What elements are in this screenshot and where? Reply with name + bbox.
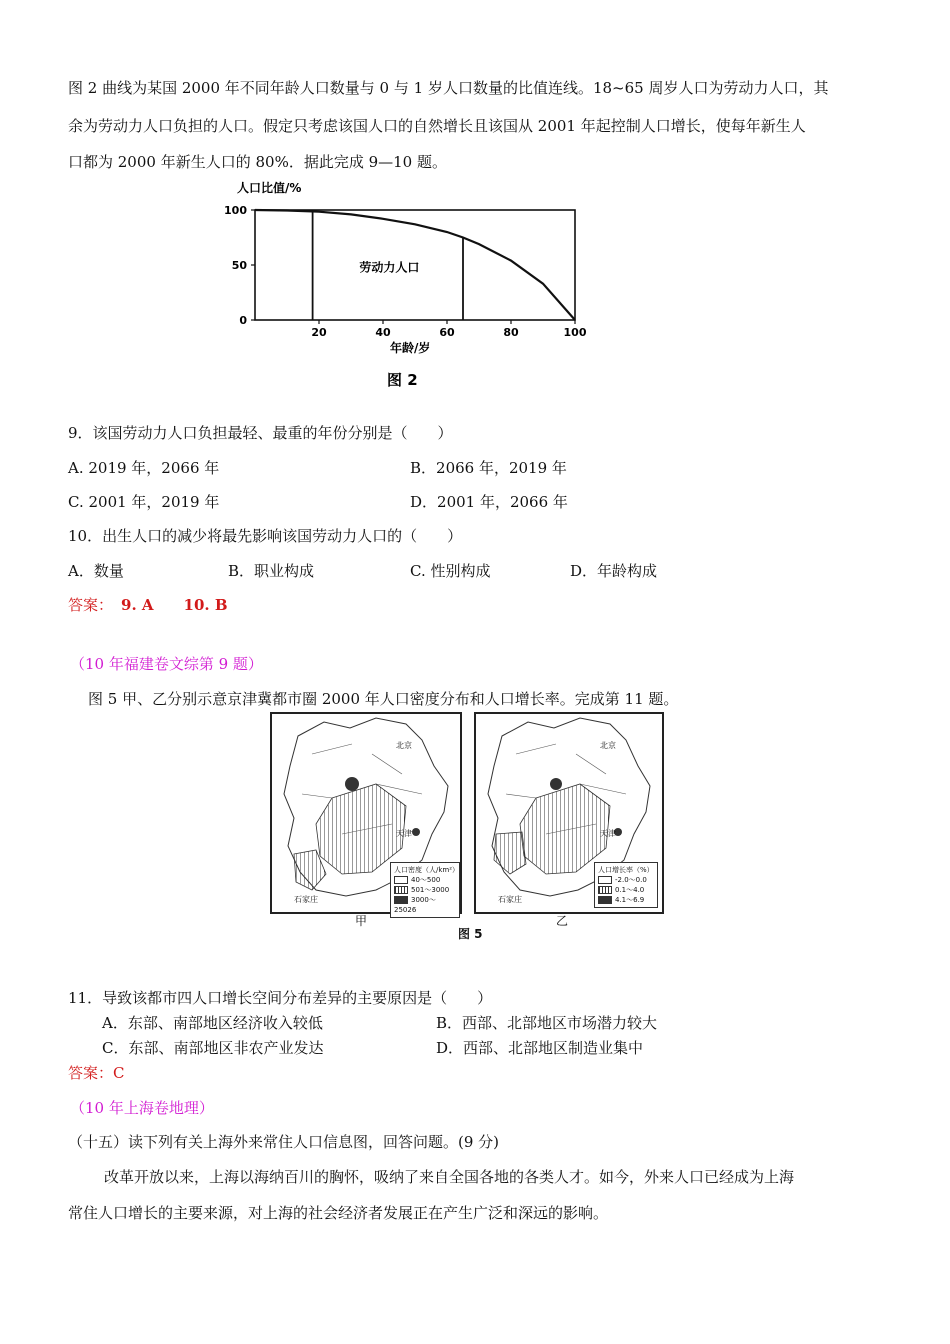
y-axis-label: 人口比值/% — [237, 181, 302, 195]
map-yi-legend-title: 人口增长率（%） — [598, 866, 654, 874]
x-tick-label-0: 20 — [311, 326, 327, 339]
map-yi-legend — [594, 862, 658, 908]
answer-2-value: C — [113, 1064, 125, 1082]
map-yi-beijing: 北京 — [600, 741, 616, 750]
map-jia-legend-item-3: 3000～25026 — [394, 896, 436, 914]
q10-option-d: D．年龄构成 — [570, 562, 658, 580]
q9-option-c: C. 2001 年，2019 年 — [68, 493, 220, 511]
map-yi-label: 乙 — [556, 914, 569, 928]
q10-option-b: B．职业构成 — [228, 562, 315, 580]
intro-line-3: 口都为 2000 年新生人口的 80%．据此完成 9—10 题。 — [68, 153, 447, 171]
q11-option-c: C．东部、南部地区非农产业发达 — [102, 1039, 324, 1057]
intro-line-1: 图 2 曲线为某国 2000 年不同年龄人口数量与 0 与 1 岁人口数量的比值连线。18~65 周岁人口为劳动力人口，其 — [68, 79, 829, 97]
intro-line-2: 余为劳动力人口负担的人口。假定只考虑该国人口的自然增长且该国从 2001 年起控制人口增长，使每年新生人 — [68, 117, 806, 135]
fig5-caption: 图 5 — [458, 927, 483, 941]
y-tick-label-0: 100 — [224, 204, 247, 217]
q9-option-a: A. 2019 年，2066 年 — [68, 459, 220, 477]
x-axis-label: 年龄/岁 — [390, 341, 431, 355]
x-tick-label-1: 40 — [375, 326, 391, 339]
chart-title: 图 2 — [387, 371, 418, 389]
answer-2-label: 答案： — [68, 1064, 114, 1082]
map-jia-shijiazhuang: 石家庄 — [294, 895, 318, 904]
map-jia-legend-item-1: 40～500 — [411, 876, 441, 884]
q9-option-d: D．2001 年，2066 年 — [410, 493, 568, 511]
y-tick-label-2: 0 — [239, 314, 247, 327]
q9-option-b: B．2066 年，2019 年 — [410, 459, 567, 477]
answer-1-value: 9. A 10. B — [121, 596, 228, 614]
population-ratio-chart — [215, 178, 595, 393]
map-jia-legend-item-2: 501～3000 — [411, 886, 450, 894]
source-shanghai: （10 年上海卷地理） — [70, 1099, 214, 1117]
q10-stem: 10．出生人口的减少将最先影响该国劳动力人口的（ ） — [68, 527, 463, 545]
source-fujian: （10 年福建卷文综第 9 题） — [70, 655, 263, 673]
answer-1 — [68, 595, 228, 615]
q10-option-a: A．数量 — [68, 562, 124, 580]
map-jia — [270, 712, 462, 914]
map-jia-legend-title: 人口密度（人/km²） — [394, 866, 460, 874]
q11-option-d: D．西部、北部地区制造业集中 — [436, 1039, 644, 1057]
q11-option-b: B．西部、北部地区市场潜力较大 — [436, 1014, 658, 1032]
answer-1-label: 答案： — [68, 596, 114, 614]
map-jia-label: 甲 — [355, 914, 368, 928]
map-yi-shijiazhuang: 石家庄 — [498, 895, 522, 904]
x-tick-label-2: 60 — [439, 326, 455, 339]
q11-stem: 11．导致该都市四人口增长空间分布差异的主要原因是（ ） — [68, 989, 493, 1007]
q11-option-a: A．东部、南部地区经济收入较低 — [102, 1014, 323, 1032]
map-yi-legend-item-2: 0.1～4.0 — [615, 886, 645, 894]
q10-option-c: C. 性别构成 — [410, 562, 491, 580]
map-jia-legend — [390, 862, 460, 918]
q9-stem: 9．该国劳动力人口负担最轻、最重的年份分别是（ ） — [68, 424, 453, 442]
region-label: 劳动力人口 — [359, 260, 420, 275]
x-tick-label-3: 80 — [503, 326, 519, 339]
map-jia-beijing: 北京 — [396, 741, 412, 750]
map-yi-legend-item-3: 4.1～6.9 — [615, 896, 645, 904]
q15-paragraph-line-1: 改革开放以来，上海以海纳百川的胸怀，吸纳了来自全国各地的各类人才。如今，外来人口已经成为上海 — [104, 1168, 795, 1186]
map-yi — [474, 712, 664, 914]
map-yi-tianjin: 天津 — [600, 829, 616, 838]
answer-2 — [68, 1063, 125, 1083]
q15-stem: （十五）读下列有关上海外来常住人口信息图，回答问题。(9 分) — [68, 1133, 500, 1151]
map-yi-legend-item-1: -2.0～0.0 — [615, 876, 647, 884]
y-tick-label-1: 50 — [231, 259, 247, 272]
q15-paragraph-line-2: 常住人口增长的主要来源，对上海的社会经济者发展正在产生广泛和深远的影响。 — [68, 1204, 609, 1222]
map-jia-tianjin: 天津 — [396, 829, 412, 838]
fig5-intro: 图 5 甲、乙分别示意京津冀都市圈 2000 年人口密度分布和人口增长率。完成第 11 题。 — [88, 690, 679, 708]
x-tick-label-4: 100 — [563, 326, 587, 339]
